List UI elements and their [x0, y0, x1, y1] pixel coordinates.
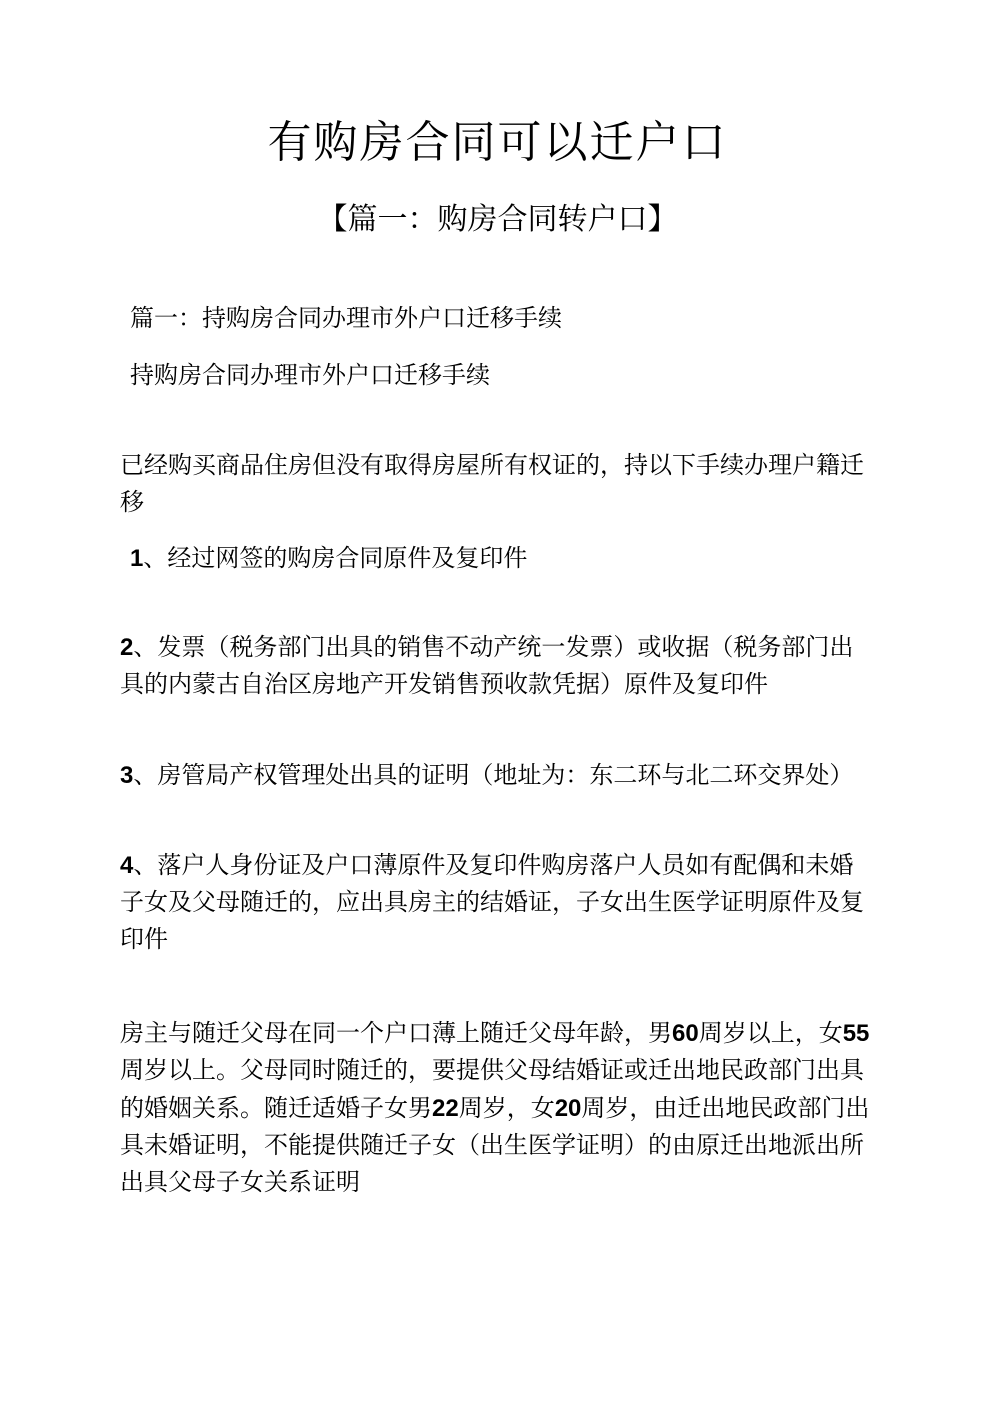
paragraph-intro: 已经购买商品住房但没有取得房屋所有权证的，持以下手续办理户籍迁移 — [120, 453, 864, 516]
paragraph-heading-1: 篇一：持购房合同办理市外户口迁移手续 — [130, 306, 562, 332]
paragraph-notes: 房主与随迁父母在同一个户口薄上随迁父母年龄，男60周岁以上，女55周岁以上。父母同时随迁的，要提供父母结婚证或迁出地民政部门出具的婚姻关系。随迁适婚子女男22周岁，女20周岁，由迁出地民政部门出具未婚证明，不能提供随迁子女（出生医学证明）的由原迁出地派出所出具父母子女关系证明 — [120, 1020, 870, 1196]
list-item-3: 3、房管局产权管理处出具的证明（地址为：东二环与北二环交界处） — [120, 762, 854, 789]
list-item-1: 1、经过网签的购房合同原件及复印件 — [130, 545, 528, 572]
list-item-4: 4、落户人身份证及户口薄原件及复印件购房落户人员如有配偶和未婚子女及父母随迁的，应出具房主的结婚证，子女出生医学证明原件及复印件 — [120, 852, 864, 953]
document-title: 有购房合同可以迁户口 — [267, 118, 728, 167]
document-subtitle: 【篇一：购房合同转户口】 — [317, 203, 678, 236]
paragraph-heading-2: 持购房合同办理市外户口迁移手续 — [130, 363, 490, 389]
list-item-2: 2、发票（税务部门出具的销售不动产统一发票）或收据（税务部门出具的内蒙古自治区房地产开发销售预收款凭据）原件及复印件 — [120, 634, 854, 698]
